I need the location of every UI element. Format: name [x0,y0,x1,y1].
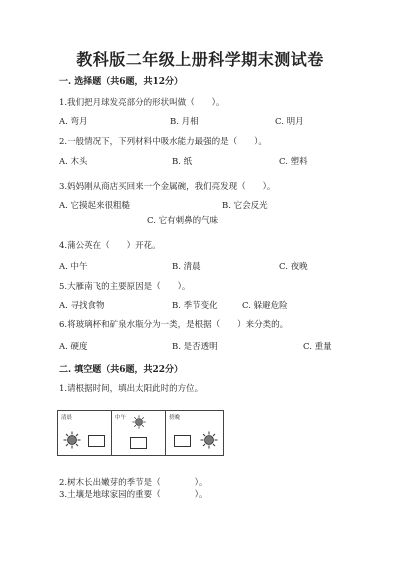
question-4-option-a: A. 中午 [59,262,88,272]
question-2-option-a: A. 木头 [59,157,88,167]
answer-box-evening[interactable] [174,435,191,447]
question-5-stem: 5.大雁南飞的主要原因是（ ）。 [59,282,191,292]
question-3-option-c: C. 它有刺鼻的气味 [147,216,219,226]
question-2-option-b: B. 纸 [172,157,193,167]
question-2-option-c: C. 塑料 [279,157,308,167]
figure-label-evening: 傍晚 [169,415,181,421]
question-3-option-a: A. 它摸起来很粗糙 [59,201,131,211]
figure-cell-evening [166,411,223,455]
section-choice-header: 一. 选择题（共6题，共12分） [59,77,184,87]
question-6-option-a: A. 硬度 [59,342,88,352]
question-6-option-c: C. 重量 [303,342,332,352]
question-1-stem: 1.我们把月球发亮部分的形状叫做（ ）。 [59,98,225,108]
figure-label-morning: 清晨 [61,415,73,421]
sun-icon [200,431,218,449]
fill-question-3-stem: 3.土壤是地球家园的重要（ ）。 [59,490,208,500]
answer-box-morning[interactable] [88,435,105,447]
sun-position-figure [57,410,224,456]
question-1-option-a: A. 弯月 [59,117,88,127]
page-title: 教科版二年级上册科学期末测试卷 [76,50,324,69]
fill-question-2-stem: 2.树木长出嫩芽的季节是（ ）。 [59,478,208,488]
question-4-stem: 4.蒲公英在（ ）开花。 [59,241,161,251]
figure-label-noon: 中午 [115,415,127,421]
question-3-stem: 3.妈妈刚从商店买回来一个金属碗，我们亮发现（ ）。 [59,182,276,192]
question-1-option-b: B. 月相 [170,117,199,127]
question-1-option-c: C. 明月 [275,117,304,127]
sun-icon [132,415,146,429]
question-4-option-c: C. 夜晚 [279,262,308,272]
question-6-option-b: B. 是否透明 [172,342,218,352]
question-5-option-a: A. 寻找食物 [59,301,105,311]
answer-box-noon[interactable] [130,437,147,449]
section-fill-header: 二. 填空题（共6题，共22分） [59,365,184,375]
question-5-option-b: B. 季节变化 [172,301,218,311]
question-2-stem: 2.一般情况下，下列材料中吸水能力最强的是（ ）。 [59,137,267,147]
sun-icon [63,431,81,449]
question-4-option-b: B. 清晨 [172,262,201,272]
question-3-option-b: B. 它会反光 [222,201,268,211]
figure-cell-noon [112,411,166,455]
question-5-option-c: C. 躲避危险 [242,301,288,311]
fill-question-1-stem: 1.请根据时间，填出太阳此时的方位。 [59,384,204,394]
question-6-stem: 6.将玻璃杯和矿泉水瓶分为一类，是根据（ ）来分类的。 [59,320,289,330]
figure-cell-morning [58,411,112,455]
